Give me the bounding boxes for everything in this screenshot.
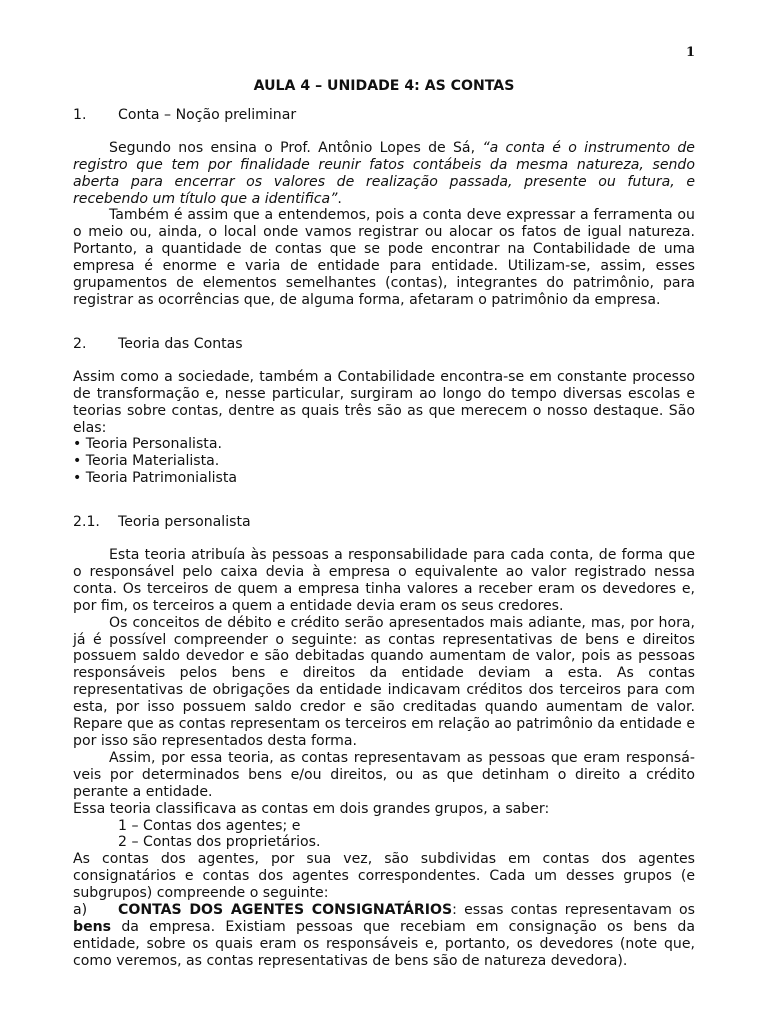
section-title: Teoria personalista [118,514,251,531]
section-number: 1. [73,106,87,123]
item-title: CONTAS DOS AGENTES CONSIGNATÁRIOS [118,902,453,919]
list-item: 2 – Contas dos proprietários. [118,834,321,851]
section-title: Conta – Noção preliminar [118,106,297,123]
page-title: AULA 4 – UNIDADE 4: AS CONTAS [253,78,515,94]
section-number: 2.1. [73,514,100,531]
section-2-heading [73,336,695,353]
page-number: 1 [686,45,696,60]
list-item: • Teoria Materialista. [73,453,220,470]
list-item-a [73,902,695,970]
item-text: : essas contas representavam os [452,902,695,919]
item-text: da empresa. Existiam pessoas que recebiam em consignação os bens da entidade, sobre os quais eram os responsáveis e, portanto, os devedores (note que, como veremos, as contas representativas de bens são de natureza devedora). [73,918,695,969]
paragraph-lead: Segundo nos ensina o Prof. Antônio Lopes de Sá, [109,139,483,156]
section-2-1-heading [73,514,695,531]
section-title: Teoria das Contas [118,335,243,352]
section-1-heading [73,107,695,124]
quote-end: . [337,190,342,207]
quote: “a conta é o instrumento de registro que tem por finalidade reunir fatos contábeis da mesma natureza, sendo aberta para encerrar os valores de realização passada, presente ou futura, e recebendo um título que a identifica” [73,139,695,207]
section-number: 2. [73,335,87,352]
list-item: • Teoria Patrimonialista [73,470,238,487]
document-body [73,78,695,970]
paragraph: Esta teoria atribuía às pessoas a responsabilidade para cada conta, de forma que o responsável pelo caixa devia à empresa o equivalente ao valor registrado nessa conta. Os terceiros de quem a empresa tinha valores a receber eram os devedores e, por fim, os terceiros a quem a entidade devia eram os seus credores. [73,547,695,614]
paragraph: Essa teoria classificava as contas em dois grandes grupos, a saber: [73,800,550,817]
paragraph: Assim, por essa teoria, as contas representavam as pessoas que eram responsá-veis por determinados bens e/ou direitos, ou as que detinham o direito a crédito perante a entidade. [73,749,695,800]
paragraph: Assim como a sociedade, também a Contabilidade encontra-se em constante processo de transformação e, nesse particular, surgiram ao longo do tempo diversas escolas e teorias sobre contas, dentre as quais três são as que merecem o nosso destaque. São elas: [73,368,695,436]
list-item: • Teoria Personalista. [73,436,222,453]
paragraph: As contas dos agentes, por sua vez, são subdividas em contas dos agentes consignatários e contas dos agentes correspondentes. Cada um desses grupos (e subgrupos) compreende o seguinte: [73,851,695,902]
item-label: a) [73,902,88,919]
list-item: 1 – Contas dos agentes; e [118,817,301,834]
paragraph: Os conceitos de débito e crédito serão apresentados mais adiante, mas, por hora, já é possível compreender o seguinte: as contas representativas de bens e direitos possuem saldo devedor e são debitadas quando aumentam de valor, pois as pessoas responsáveis pelos bens e direitos da entidade deviam a esta. As contas representativas de obrigações da entidade indicavam créditos dos terceiros para com esta, por isso possuem saldo credor e são creditadas quando aumentam de valor. Repare que as contas representam os terceiros em relação ao patrimônio da entidade e por isso são representados desta forma. [73,614,695,749]
item-bold-word: bens [73,918,112,935]
paragraph: Também é assim que a entendemos, pois a conta deve expressar a ferramenta ou o meio ou, ainda, o local onde vamos registrar ou alocar os fatos de igual natureza. Portanto, a quantidade de contas que se pode encontrar na Contabilidade de uma empresa é enorme e varia de entidade para entidade. Utilizam-se, assim, esses grupamentos de elementos semelhantes (contas), integrantes do patrimônio, para registrar as ocorrências que, de alguma forma, afetaram o patrimônio da empresa. [73,207,695,308]
paragraph-definition [73,140,695,208]
